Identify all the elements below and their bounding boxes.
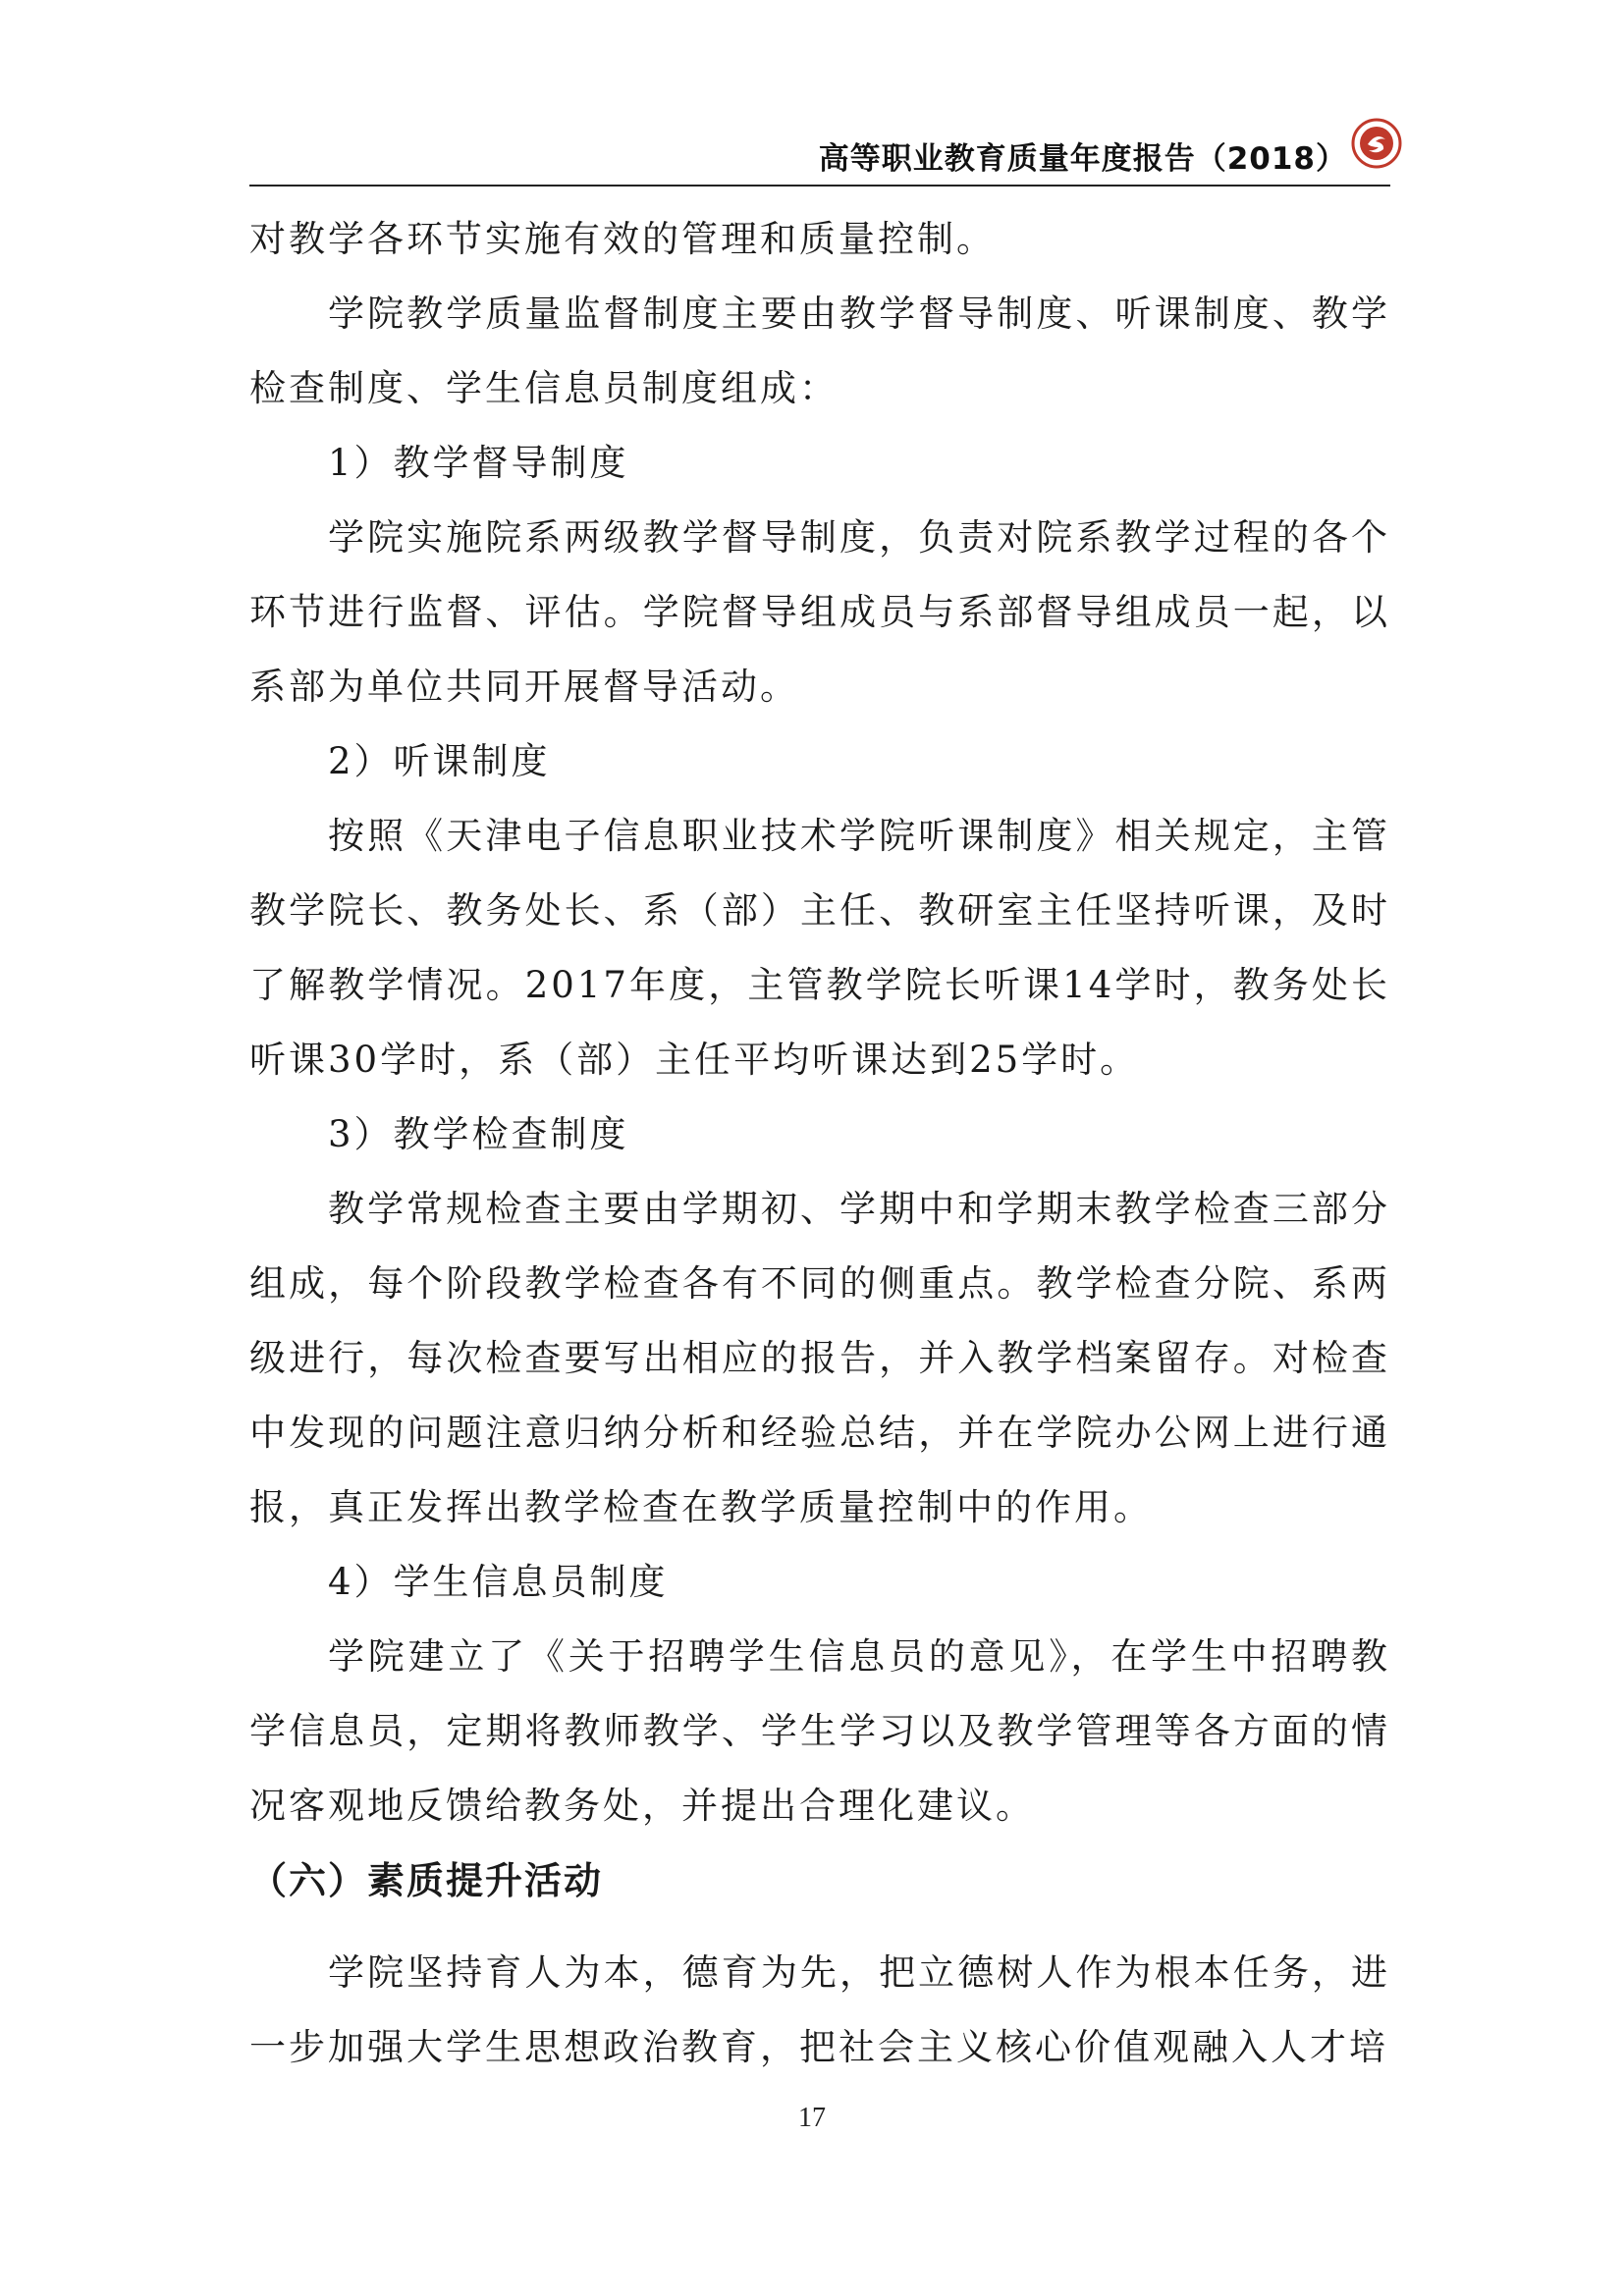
- subheading-teaching-inspection: 3）教学检查制度: [328, 1113, 629, 1155]
- paragraph-student-informant: 学院建立了《关于招聘学生信息员的意见》，在学生中招聘教学信息员，定期将教师教学、学生学习以及教学管理等各方面的情况客观地反馈给教务处，并提出合理化建议。: [249, 1635, 1390, 1827]
- paragraph-quality-improvement: 学院坚持育人为本，德育为先，把立德树人作为根本任务，进一步加强大学生思想政治教育，把社会主义核心价值观融入人才培: [249, 1951, 1390, 2068]
- subheading-class-observation: 2）听课制度: [328, 740, 551, 782]
- subheading-student-informant: 4）学生信息员制度: [328, 1561, 669, 1603]
- college-emblem-logo-icon: [1351, 118, 1402, 169]
- page-header: [0, 118, 1624, 206]
- paragraph-teaching-supervision: 学院实施院系两级教学督导制度，负责对院系教学过程的各个环节进行监督、评估。学院督导组成员与系部督导组成员一起，以系部为单位共同开展督导活动。: [249, 516, 1390, 708]
- paragraph-supervision-intro: 学院教学质量监督制度主要由教学督导制度、听课制度、教学检查制度、学生信息员制度组成：: [249, 293, 1390, 409]
- paragraph-teaching-inspection: 教学常规检查主要由学期初、学期中和学期末教学检查三部分组成，每个阶段教学检查各有不同的侧重点。教学检查分院、系两级进行，每次检查要写出相应的报告，并入教学档案留存。对检查中发现的问题注意归纳分析和经验总结，并在学院办公网上进行通报，真正发挥出教学检查在教学质量控制中的作用。: [249, 1188, 1390, 1528]
- document-body: [249, 202, 1390, 2085]
- subheading-teaching-supervision: 1）教学督导制度: [328, 442, 629, 484]
- section-heading-quality-improvement: （六）素质提升活动: [249, 1859, 604, 1902]
- paragraph-class-observation: 按照《天津电子信息职业技术学院听课制度》相关规定，主管教学院长、教务处长、系（部）主任、教研室主任坚持听课，及时了解教学情况。2017年度，主管教学院长听课14学时，教务处长听课30学时，系（部）主任平均听课达到25学时。: [249, 815, 1390, 1081]
- report-title: 高等职业教育质量年度报告（2018）: [818, 141, 1347, 177]
- header-divider: [249, 185, 1390, 187]
- paragraph-continuation: 对教学各环节实施有效的管理和质量控制。: [249, 218, 996, 260]
- page-number: 17: [798, 2103, 826, 2133]
